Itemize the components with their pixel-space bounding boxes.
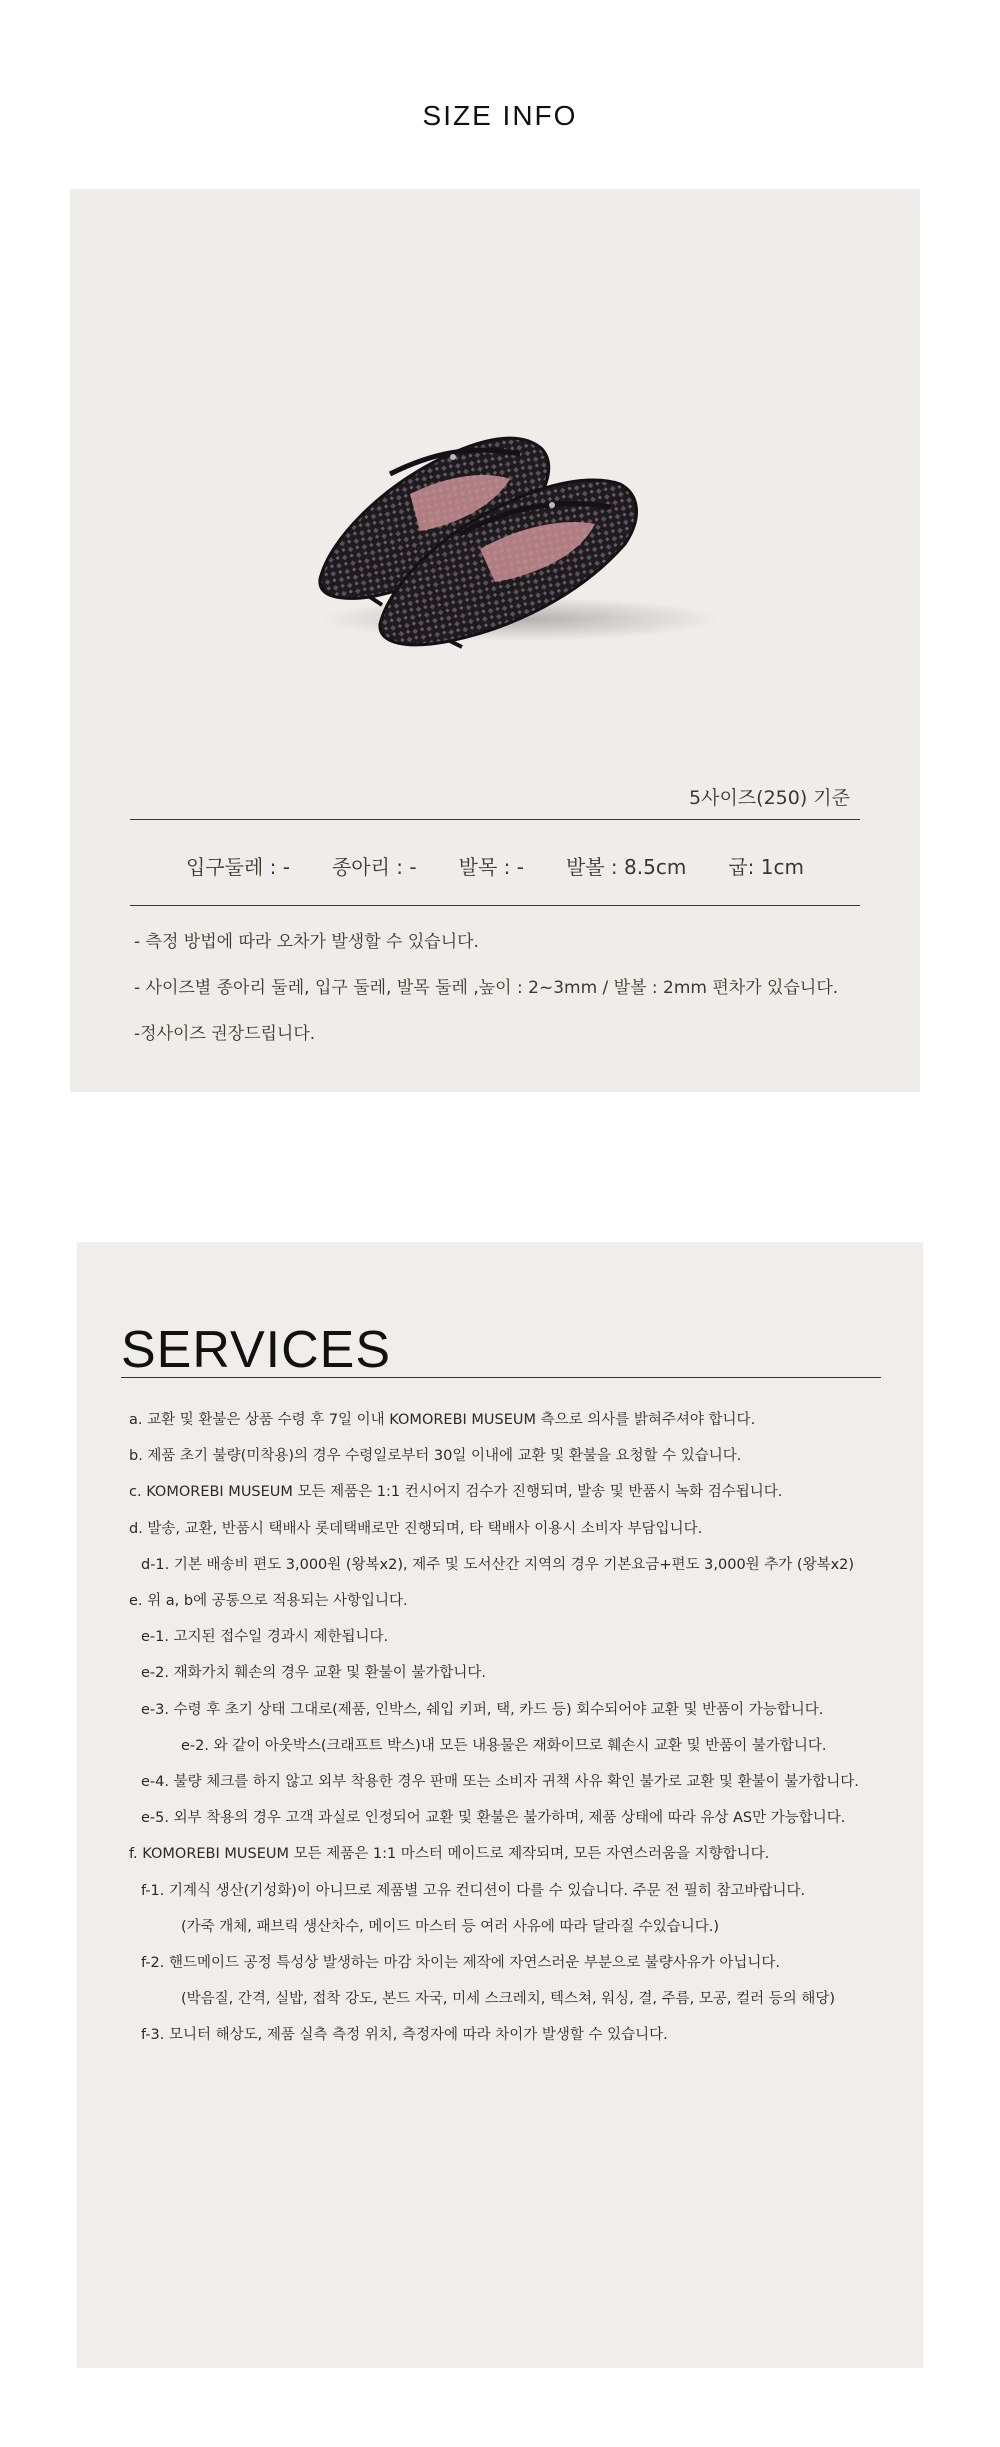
size-info-panel <box>70 189 920 1092</box>
services-panel <box>77 1242 923 2368</box>
service-line: b. 제품 초기 불량(미착용)의 경우 수령일로부터 30일 이내에 교환 및 환불을 요청할 수 있습니다. <box>129 1448 742 1465</box>
size-notes <box>134 919 894 1057</box>
note-item: - 사이즈별 종아리 둘레, 입구 둘레, 발목 둘레 ,높이 : 2~3mm / 발볼 : 2mm 편차가 있습니다. <box>134 978 839 998</box>
service-line: e-5. 외부 착용의 경우 고객 과실로 인정되어 교환 및 환불은 불가하며, 제품 상태에 따라 유상 AS만 가능합니다. <box>141 1810 846 1827</box>
service-line: d. 발송, 교환, 반품시 택배사 롯데택배로만 진행되며, 타 택배사 이용시 소비자 부담입니다. <box>129 1520 703 1537</box>
service-line: e-2. 와 같이 아웃박스(크래프트 박스)내 모든 내용물은 재화이므로 훼손시 교환 및 반품이 불가합니다. <box>181 1737 827 1754</box>
service-line: e-3. 수령 후 초기 상태 그대로(제품, 인박스, 쉐입 키퍼, 택, 카드 등) 회수되어야 교환 및 반품이 가능합니다. <box>141 1701 824 1718</box>
service-line: e-2. 재화가치 훼손의 경우 교환 및 환불이 불가합니다. <box>141 1665 486 1682</box>
measure-bottom-rule <box>130 905 860 906</box>
services-title-rule <box>121 1377 881 1378</box>
size-info-title: SIZE INFO <box>422 100 578 131</box>
service-line: e-4. 불량 체크를 하지 않고 외부 착용한 경우 판매 또는 소비자 귀책 사유 확인 불가로 교환 및 환불이 불가합니다. <box>141 1774 859 1791</box>
service-line: e-1. 고지된 접수일 경과시 제한됩니다. <box>141 1629 389 1646</box>
service-line: d-1. 기본 배송비 편도 3,000원 (왕복x2), 제주 및 도서산간 지역의 경우 기본요금+편도 3,000원 추가 (왕복x2) <box>141 1556 855 1573</box>
service-line: f-3. 모니터 해상도, 제품 실측 측정 위치, 측정자에 따라 차이가 발생할 수 있습니다. <box>141 2027 668 2044</box>
service-line: c. KOMOREBI MUSEUM 모든 제품은 1:1 컨시어지 검수가 진행되며, 발송 및 반품시 녹화 검수됩니다. <box>129 1484 783 1501</box>
size-basis: 5사이즈(250) 기준 <box>689 787 850 809</box>
note-item: -정사이즈 권장드립니다. <box>134 1024 316 1044</box>
measure-entrance: 입구둘레 : - <box>186 854 290 879</box>
service-line: f-2. 핸드메이드 공정 특성상 발생하는 마감 차이는 제작에 자연스러운 부분으로 불량사유가 아닙니다. <box>141 1955 780 1972</box>
service-line: (가죽 개체, 패브릭 생산차수, 메이드 마스터 등 여러 사유에 따라 달라질 수있습니다.) <box>181 1918 720 1935</box>
measure-ankle: 발목 : - <box>458 854 524 879</box>
measure-top-rule <box>130 819 860 820</box>
measure-calf: 종아리 : - <box>331 854 417 879</box>
woven-shoe-image <box>290 369 750 669</box>
service-line: a. 교환 및 환불은 상품 수령 후 7일 이내 KOMOREBI MUSEUM 측으로 의사를 밝혀주셔야 합니다. <box>129 1412 756 1428</box>
service-line: f. KOMOREBI MUSEUM 모든 제품은 1:1 마스터 메이드로 제작되며, 모든 자연스러움을 지향합니다. <box>129 1846 770 1863</box>
services-title: SERVICES <box>121 1321 392 1379</box>
measure-width: 발볼 : 8.5cm <box>565 854 687 879</box>
service-line: e. 위 a, b에 공통으로 적용되는 사항입니다. <box>129 1593 408 1610</box>
note-item: - 측정 방법에 따라 오차가 발생할 수 있습니다. <box>134 932 479 952</box>
shoe-image <box>290 369 750 669</box>
measurements-row <box>130 839 860 891</box>
services-list <box>129 1402 909 2054</box>
service-line: (박음질, 간격, 실밥, 접착 강도, 본드 자국, 미세 스크레치, 텍스쳐, 워싱, 결, 주름, 모공, 컬러 등의 해당) <box>181 1991 836 2008</box>
measure-heel: 굽: 1cm <box>728 854 804 879</box>
service-line: f-1. 기계식 생산(기성화)이 아니므로 제품별 고유 컨디션이 다를 수 있습니다. 주문 전 필히 참고바랍니다. <box>141 1882 806 1899</box>
